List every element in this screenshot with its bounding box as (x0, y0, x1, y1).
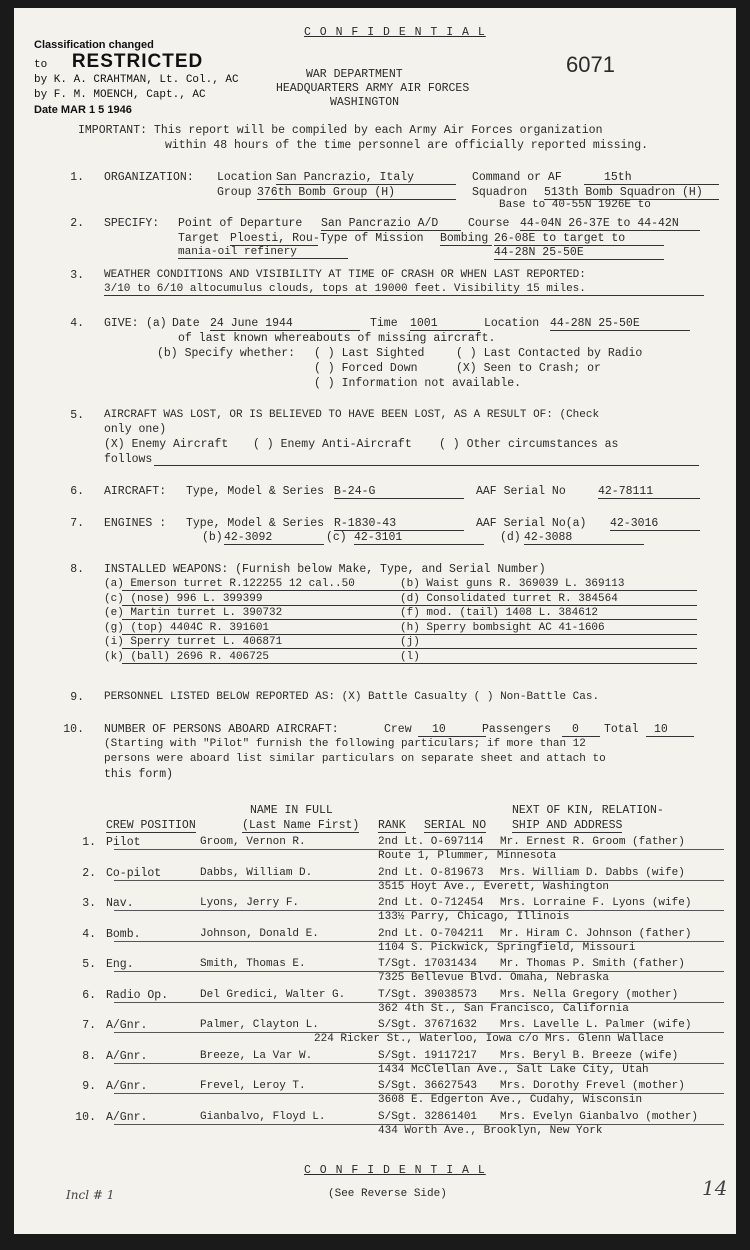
weapon-left-2: (e) Martin turret L. 390732 (104, 607, 283, 619)
s7-num: 7. (70, 517, 84, 530)
s10-num: 10. (63, 723, 84, 736)
stamp-date: Date MAR 1 5 1946 (34, 104, 132, 116)
weapon-left-3: (g) (top) 4404C R. 391601 (104, 621, 270, 634)
s4-num: 4. (70, 317, 84, 330)
s5-follows-line (154, 465, 699, 466)
crew-address: 362 4th St., San Francisco, California (378, 1002, 629, 1015)
crew-row-line (114, 1124, 724, 1125)
crew-row-line (114, 1032, 724, 1033)
crew-rank-serial: 2nd Lt. O-712454 (378, 897, 484, 909)
weapon-right-4: (j) (400, 636, 420, 648)
crew-name: Gianbalvo, Floyd L. (200, 1110, 326, 1123)
s10-total-label: Total (604, 723, 639, 736)
stamp-to: to (34, 59, 48, 71)
s2-course: 44-04N 26-37E to 44-42N (520, 217, 700, 231)
crew-address: 1434 McClellan Ave., Salt Lake City, Utah (378, 1063, 649, 1076)
s7-d: 42-3088 (524, 531, 644, 545)
s1-location-label: Location (217, 171, 273, 184)
s6-label: AIRCRAFT: (104, 485, 167, 498)
crew-row-num: 6. (82, 988, 96, 1002)
crew-rank-serial: S/Sgt. 37671632 (378, 1019, 478, 1031)
washington: WASHINGTON (330, 96, 400, 109)
s5-line1: AIRCRAFT WAS LOST, OR IS BELIEVED TO HAVE BEEN LOST, AS A RESULT OF: (Check (104, 409, 600, 421)
weapon-right-1: (d) Consolidated turret R. 384564 (400, 592, 618, 605)
crew-rank-serial: T/Sgt. 17031434 (378, 958, 478, 970)
crew-address: Route 1, Plummer, Minnesota (378, 850, 557, 862)
crew-rank-serial: S/Sgt. 32861401 (378, 1110, 478, 1123)
war-department: WAR DEPARTMENT (306, 68, 403, 81)
s1-label: ORGANIZATION: (104, 171, 194, 184)
crew-row-line (114, 1002, 724, 1003)
crew-row-line (114, 971, 724, 972)
crew-row-num: 2. (82, 866, 96, 880)
crew-next-of-kin: Mrs. William D. Dabbs (wife) (500, 866, 685, 879)
s3-num: 3. (70, 269, 84, 282)
s10-crew: 10 (418, 723, 486, 737)
s7-a: 42-3016 (610, 517, 700, 531)
s6-type: B-24-G (334, 485, 464, 499)
s8-label: INSTALLED WEAPONS: (Furnish below Make, Type, and Serial Number) (104, 563, 546, 576)
s8-num: 8. (70, 563, 84, 576)
important-line2: within 48 hours of the time personnel are officially reported missing. (165, 139, 649, 152)
s10-note2: persons were aboard list similar particulars on separate sheet and attach to (104, 753, 606, 765)
s2-target2: mania-oil refinery (178, 246, 348, 259)
weapon-line-3 (122, 634, 697, 635)
crew-row-num: 4. (82, 927, 96, 941)
hq-aaf: HEADQUARTERS ARMY AIR FORCES (276, 82, 470, 95)
s6-serial: 42-78111 (598, 485, 700, 499)
crew-name: Groom, Vernon R. (200, 836, 306, 848)
weapon-right-3: (h) Sperry bombsight AC 41-1606 (400, 621, 605, 634)
crew-next-of-kin: Mrs. Beryl B. Breeze (wife) (500, 1049, 679, 1062)
s5-num: 5. (70, 409, 84, 422)
s9-text: PERSONNEL LISTED BELOW REPORTED AS: (X) Battle Casualty ( ) Non-Battle Cas. (104, 691, 600, 703)
incl-note: Incl # 1 (66, 1188, 115, 1202)
crew-position: Radio Op. (106, 988, 169, 1002)
crew-row-line (114, 1093, 724, 1094)
h-kin2: SHIP AND ADDRESS (512, 819, 623, 832)
s10-pass-label: Passengers (482, 723, 552, 736)
stamp-restricted: RESTRICTED (71, 51, 204, 72)
s4-loc: 44-28N 25-50E (550, 317, 690, 331)
s2-course2: 26-08E to target to (494, 232, 664, 246)
s7-type: R-1830-43 (334, 517, 464, 531)
s1-squadron: 513th Bomb Squadron (H) (544, 186, 719, 200)
declassification-stamp (34, 38, 274, 119)
page-mark: 14 (702, 1176, 728, 1200)
s4-date: 24 June 1944 (210, 317, 360, 331)
s1-squadron-label: Squadron (472, 186, 528, 199)
crew-name: Johnson, Donald E. (200, 927, 319, 940)
crew-position: A/Gnr. (106, 1110, 148, 1124)
s7-label: ENGINES : (104, 517, 167, 530)
crew-row-num: 5. (82, 958, 96, 971)
s10-note1: (Starting with "Pilot" furnish the following particulars; if more than 12 (104, 738, 586, 750)
s4-time: 1001 (410, 317, 480, 331)
s2-pod-label: Point of Departure (178, 217, 303, 230)
s4-opt4: (X) Seen to Crash; or (456, 362, 601, 375)
s4-b: (b) Specify whether: (157, 347, 296, 360)
crew-address: 1104 S. Pickwick, Springfield, Missouri (378, 941, 636, 954)
s6-serial-label: AAF Serial No (476, 485, 566, 498)
weapon-right-0: (b) Waist guns R. 369039 L. 369113 (400, 578, 625, 590)
crew-name: Frevel, Leroy T. (200, 1080, 306, 1092)
s7-c: 42-3101 (354, 531, 484, 545)
s10-label: NUMBER OF PERSONS ABOARD AIRCRAFT: (104, 723, 339, 736)
crew-row-line (114, 880, 724, 881)
s7-type-label: Type, Model & Series (186, 517, 325, 530)
crew-position: A/Gnr. (106, 1080, 148, 1093)
weapon-left-4: (i) Sperry turret L. 406871 (104, 636, 283, 648)
crew-next-of-kin: Mr. Ernest R. Groom (father) (500, 836, 685, 848)
s10-pass: 0 (562, 723, 600, 737)
s4-label: GIVE: (104, 317, 139, 330)
s2-pod: San Pancrazio A/D (321, 217, 461, 231)
s4-opt5: ( ) Information not available. (314, 377, 522, 390)
crew-next-of-kin: Mr. Thomas P. Smith (father) (500, 958, 685, 970)
s5-opt3: ( ) Other circumstances as (439, 438, 619, 451)
crew-row-num: 1. (82, 836, 96, 849)
crew-name: Smith, Thomas E. (200, 958, 306, 970)
crew-next-of-kin: Mrs. Lavelle L. Palmer (wife) (500, 1019, 692, 1031)
s1-group-label: Group (217, 186, 252, 199)
crew-row-num: 9. (82, 1080, 96, 1093)
crew-position: Eng. (106, 958, 134, 971)
crew-next-of-kin: Mrs. Lorraine F. Lyons (wife) (500, 897, 692, 909)
s2-num: 2. (70, 217, 84, 230)
crew-address: 7325 Bellevue Blvd. Omaha, Nebraska (378, 972, 610, 984)
h-kin1: NEXT OF KIN, RELATION- (512, 804, 664, 817)
s1-command: 15th (584, 171, 719, 185)
crew-rank-serial: S/Sgt. 36627543 (378, 1080, 478, 1092)
s7-b-label: (b) (202, 531, 223, 544)
weapon-line-5 (122, 663, 697, 664)
weapon-line-4 (122, 648, 697, 649)
weapon-line-2 (122, 619, 697, 620)
s7-b: 42-3092 (224, 531, 324, 545)
crew-next-of-kin: Mr. Hiram C. Johnson (father) (500, 927, 692, 940)
s7-c-label: (c) (326, 531, 347, 544)
confidential-top: C O N F I D E N T I A L (304, 26, 486, 39)
s1-group: 376th Bomb Group (H) (257, 186, 456, 200)
stamp-classification: Classification changed (34, 39, 154, 51)
weapon-line-0 (122, 590, 697, 591)
s2-target-label: Target (178, 232, 220, 245)
crew-rank-serial: S/Sgt. 19117217 (378, 1049, 478, 1062)
crew-address: 3608 E. Edgerton Ave., Cudahy, Wisconsin (378, 1094, 643, 1106)
s3-label: WEATHER CONDITIONS AND VISIBILITY AT TIME OF CRASH OR WHEN LAST REPORTED: (104, 269, 586, 281)
crew-row-line (114, 910, 724, 911)
s9-num: 9. (70, 691, 84, 704)
crew-position: Co-pilot (106, 866, 162, 880)
s4-opt1: ( ) Last Sighted (314, 347, 425, 360)
weapon-left-1: (c) (nose) 996 L. 399399 (104, 592, 263, 605)
weapon-line-1 (122, 605, 697, 606)
crew-rank-serial: 2nd Lt. O-704211 (378, 927, 484, 940)
crew-position: A/Gnr. (106, 1049, 148, 1063)
crew-position: A/Gnr. (106, 1019, 148, 1032)
s1-command-label: Command or AF (472, 171, 562, 184)
crew-next-of-kin: Mrs. Evelyn Gianbalvo (mother) (500, 1110, 699, 1123)
s2-mission-label: Type of Mission (320, 232, 424, 245)
h-name2: (Last Name First) (242, 819, 360, 832)
crew-address: 133½ Parry, Chicago, Illinois (378, 911, 570, 923)
h-rank: RANK (378, 819, 406, 832)
report-number: 6071 (566, 52, 615, 77)
h-serial: SERIAL NO (424, 819, 487, 832)
crew-name: Palmer, Clayton L. (200, 1019, 319, 1031)
crew-name: Breeze, La Var W. (200, 1049, 313, 1062)
crew-address: 3515 Hoyt Ave., Everett, Washington (378, 880, 610, 893)
s10-total: 10 (646, 723, 694, 737)
h-pos: CREW POSITION (106, 819, 196, 832)
crew-row-num: 10. (75, 1110, 96, 1124)
crew-name: Del Gredici, Walter G. (200, 988, 346, 1001)
crew-next-of-kin: Mrs. Dorothy Frevel (mother) (500, 1080, 685, 1092)
s2-label: SPECIFY: (104, 217, 160, 230)
crew-address: 224 Ricker St., Waterloo, Iowa c/o Mrs. Glenn Wallace (314, 1033, 664, 1045)
s4-time-label: Time (370, 317, 398, 330)
s4-date-label: Date (172, 317, 200, 330)
crew-row-line (114, 1063, 724, 1064)
crew-name: Dabbs, William D. (200, 866, 313, 879)
weapon-left-5: (k) (ball) 2696 R. 406725 (104, 650, 270, 663)
confidential-bottom: C O N F I D E N T I A L (304, 1164, 486, 1177)
stamp-by1: by K. A. CRAHTMAN, Lt. Col., AC (34, 74, 239, 86)
crew-row-line (114, 849, 724, 850)
s4-a: (a) (146, 317, 167, 330)
s1-base: Base to 40-55N 1926E to (499, 199, 651, 211)
see-reverse: (See Reverse Side) (328, 1188, 447, 1200)
crew-row-num: 8. (82, 1049, 96, 1063)
s6-num: 6. (70, 485, 84, 498)
s1-location: San Pancrazio, Italy (276, 171, 456, 185)
s2-target: Ploesti, Rou- (230, 232, 320, 245)
crew-position: Bomb. (106, 927, 141, 941)
crew-row-num: 3. (82, 897, 96, 910)
crew-position: Pilot (106, 836, 141, 849)
s4-of-last: of last known whereabouts of missing aircraft. (178, 332, 496, 345)
s2-mission: Bombing (440, 232, 492, 246)
s5-follows: follows (104, 453, 153, 466)
crew-row-num: 7. (82, 1019, 96, 1032)
s2-course3: 44-28N 25-50E (494, 246, 664, 260)
crew-address: 434 Worth Ave., Brooklyn, New York (378, 1124, 603, 1137)
s4-loc-label: Location (484, 317, 540, 330)
s5-opt2: ( ) Enemy Anti-Aircraft (253, 438, 412, 451)
s10-note3: this form) (104, 768, 174, 781)
crew-rank-serial: 2nd Lt. O-697114 (378, 836, 484, 848)
s2-course-label: Course (468, 217, 510, 230)
s10-crew-label: Crew (384, 723, 412, 736)
crew-row-line (114, 941, 724, 942)
crew-rank-serial: 2nd Lt. O-819673 (378, 866, 484, 879)
s6-type-label: Type, Model & Series (186, 485, 325, 498)
crew-next-of-kin: Mrs. Nella Gregory (mother) (500, 988, 679, 1001)
s3-value: 3/10 to 6/10 altocumulus clouds, tops at 19000 feet. Visibility 15 miles. (104, 283, 704, 296)
important-line1: IMPORTANT: This report will be compiled by each Army Air Forces organization (78, 124, 603, 137)
stamp-by2: by F. M. MOENCH, Capt., AC (34, 89, 206, 101)
crew-position: Nav. (106, 897, 134, 910)
weapon-left-0: (a) Emerson turret R.122255 12 cal..50 (104, 578, 355, 590)
crew-rank-serial: T/Sgt. 39038573 (378, 988, 478, 1001)
s7-serial-label: AAF Serial No(a) (476, 517, 587, 530)
weapon-right-5: (l) (400, 650, 420, 663)
s4-opt2: ( ) Last Contacted by Radio (456, 347, 643, 360)
s1-num: 1. (70, 171, 84, 184)
report-page (14, 8, 736, 1234)
h-name1: NAME IN FULL (250, 804, 333, 817)
s7-d-label: (d) (500, 531, 521, 544)
crew-name: Lyons, Jerry F. (200, 897, 300, 909)
s5-line2: only one) (104, 423, 167, 436)
weapon-right-2: (f) mod. (tail) 1408 L. 384612 (400, 607, 599, 619)
s5-opt1: (X) Enemy Aircraft (104, 438, 229, 451)
s4-opt3: ( ) Forced Down (314, 362, 418, 375)
